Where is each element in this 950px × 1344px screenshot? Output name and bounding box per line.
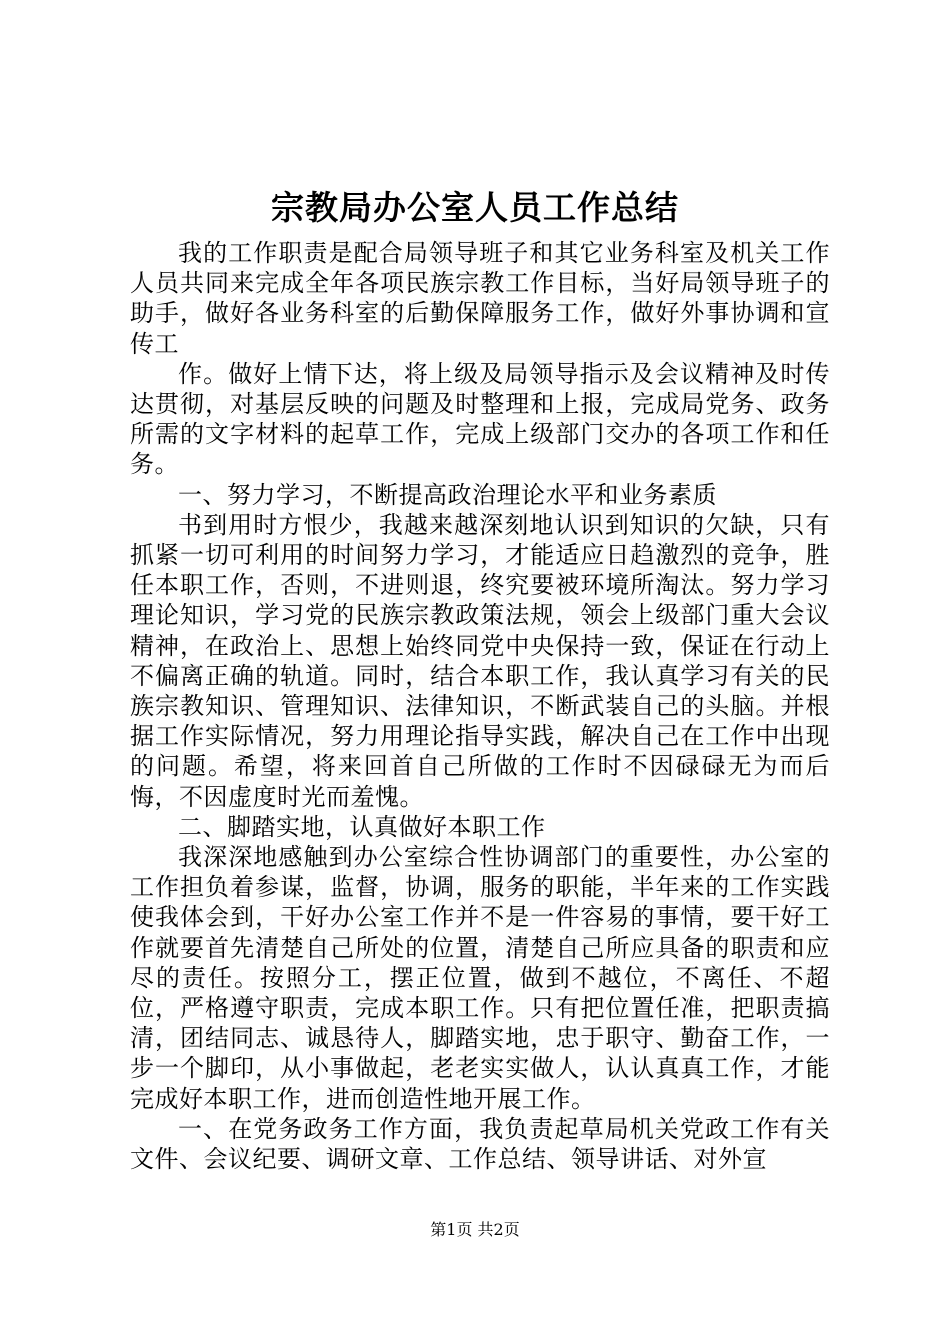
paragraph: 书到用时方恨少，我越来越深刻地认识到知识的欠缺，只有抓紧一切可利用的时间努力学习，才能适应日趋激烈的竞争，胜任本职工作，否则，不进则退，终究要被环境所淘汰。努力学习理论知识，学习党的民族宗教政策法规，领会上级部门重大会议精神，在政治上、思想上始终同党中央保持一致，保证在行动上不偏离正确的轨道。同时，结合本职工作，我认真学习有关的民族宗教知识、管理知识、法律知识，不断武装自己的头脑。并根据工作实际情况，努力用理论指导实践，解决自己在工作中出现的问题。希望，将来回首自己所做的工作时不因碌碌无为而后悔，不因虚度时光而羞愧。: [130, 510, 830, 811]
page-number-footer: 第1页 共2页: [430, 1220, 520, 1239]
paragraph: 一、在党务政务工作方面，我负责起草局机关党政工作有关文件、会议纪要、调研文章、工作总结、领导讲话、对外宣: [130, 1114, 830, 1174]
section-heading: 二、脚踏实地，认真做好本职工作: [178, 812, 546, 841]
document-body: [130, 238, 830, 1174]
paragraph: 作。做好上情下达，将上级及局领导指示及会议精神及时传达贯彻，对基层反映的问题及时整理和上报，完成局党务、政务所需的文字材料的起草工作，完成上级部门交办的各项工作和任务。: [130, 359, 830, 479]
document-title: 宗教局办公室人员工作总结: [271, 188, 679, 227]
section-heading: 一、努力学习，不断提高政治理论水平和业务素质: [178, 480, 717, 509]
paragraph: 我深深地感触到办公室综合性协调部门的重要性，办公室的工作担负着参谋，监督，协调，服务的职能，半年来的工作实践使我体会到，干好办公室工作并不是一件容易的事情，要干好工作就要首先清楚自己所处的位置，清楚自己所应具备的职责和应尽的责任。按照分工，摆正位置，做到不越位，不离任、不超位，严格遵守职责，完成本职工作。只有把位置任准，把职责搞清，团结同志、诚恳待人，脚踏实地，忠于职守、勤奋工作，一步一个脚印，从小事做起，老老实实做人，认认真真工作，才能完成好本职工作，进而创造性地开展工作。: [130, 843, 830, 1113]
paragraph: 我的工作职责是配合局领导班子和其它业务科室及机关工作人员共同来完成全年各项民族宗教工作目标，当好局领导班子的助手，做好各业务科室的后勤保障服务工作，做好外事协调和宣传工: [130, 239, 830, 358]
